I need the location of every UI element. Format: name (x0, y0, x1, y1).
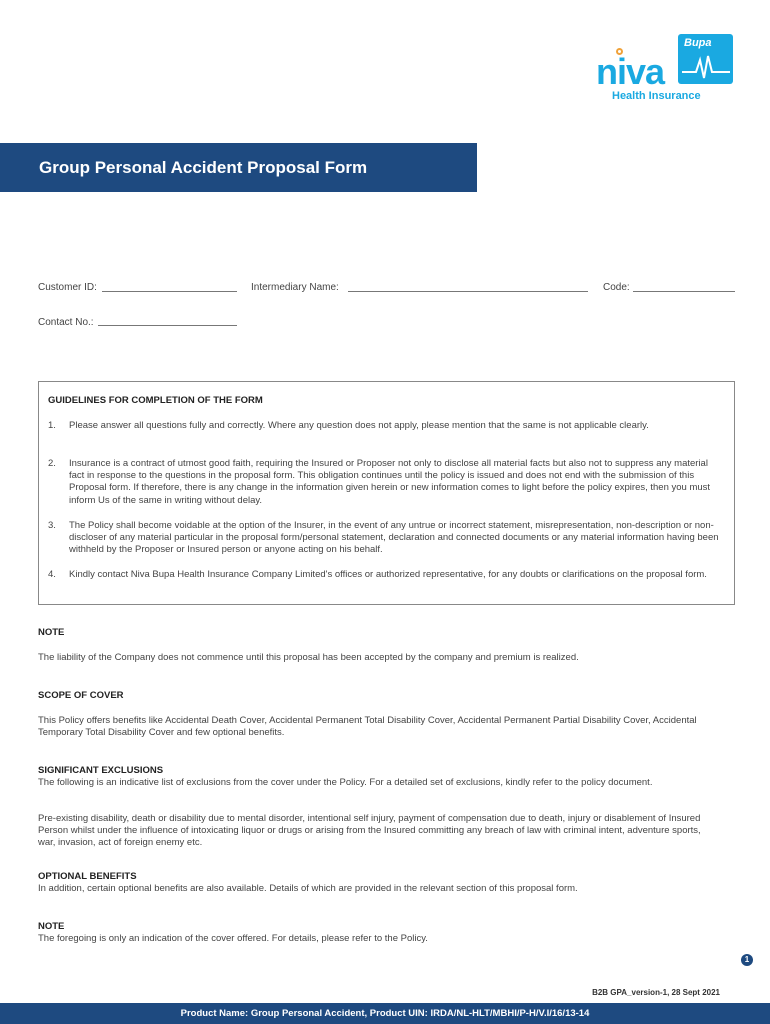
optional-heading: OPTIONAL BENEFITS (38, 871, 137, 882)
guideline-text: Insurance is a contract of utmost good faith, requiring the Insured or Proposer not only to disclose all material facts but also not to suppress any material fact in response to the questions in the proposal form. This obligation continues until the policy is issued and does not end with the submission of this Proposal form. If therefore, there is any change in the information given herein or new information comes to light before the policy expires, then you must inform Us of the same in writing without delay. (69, 458, 711, 506)
guideline-number: 1. (48, 420, 56, 431)
product-info: Product Name: Group Personal Accident, Product UIN: IRDA/NL-HLT/MBHI/P-H/V.I/16/13-14 (180, 1008, 590, 1019)
note-heading-2: NOTE (38, 921, 65, 932)
contact-no-field[interactable] (98, 325, 237, 326)
logo-badge (678, 34, 733, 84)
optional-text: In addition, certain optional benefits are also available. Details of which are provided in the relevant section of this proposal form. (38, 883, 578, 894)
guidelines-title: GUIDELINES FOR COMPLETION OF THE FORM (48, 395, 263, 406)
guideline-number: 3. (48, 520, 56, 531)
exclusions-text-2: Pre-existing disability, death or disability due to mental disorder, intentional self injury, payment of compensation due to death, injury or disablement of Insured Person whilst under the influence of intoxicating liquor or drugs or arising from the Insured committing any breach of law with criminal intent, adventure sports, war, invasion, act of foreign enemy etc. (38, 813, 701, 849)
logo-badge-text: Bupa (684, 37, 712, 49)
exclusions-text-1: The following is an indicative list of exclusions from the cover under the Policy. For a detailed set of exclusions, kindly refer to the policy document. (38, 777, 653, 788)
code-field[interactable] (633, 291, 735, 292)
customer-id-label: Customer ID: (38, 282, 97, 293)
guideline-number: 4. (48, 569, 56, 580)
exclusions-heading: SIGNIFICANT EXCLUSIONS (38, 765, 164, 776)
scope-heading: SCOPE OF COVER (38, 690, 124, 701)
contact-no-label: Contact No.: (38, 317, 94, 328)
company-logo (594, 34, 734, 104)
heartbeat-icon (682, 52, 730, 80)
scope-text: This Policy offers benefits like Accidental Death Cover, Accidental Permanent Total Disability Cover, Accidental Permanent Partial Disability Cover, Accidental Temporary Total Disability Cover and few optional benefits. (38, 715, 697, 739)
intermediary-name-label: Intermediary Name: (251, 282, 339, 293)
note-heading: NOTE (38, 627, 65, 638)
code-label: Code: (603, 282, 630, 293)
guideline-text: Please answer all questions fully and correctly. Where any question does not apply, please mention that the same is not applicable clearly. (69, 420, 649, 431)
customer-id-field[interactable] (102, 291, 237, 292)
note-text: The liability of the Company does not commence until this proposal has been accepted by the company and premium is realized. (38, 652, 579, 663)
note-text-2: The foregoing is only an indication of the cover offered. For details, please refer to the Policy. (38, 933, 428, 944)
intermediary-name-field[interactable] (348, 291, 588, 292)
page-title: Group Personal Accident Proposal Form (39, 158, 368, 177)
version-label: B2B GPA_version-1, 28 Sept 2021 (592, 988, 720, 997)
guideline-text: The Policy shall become voidable at the option of the Insurer, in the event of any untrue or incorrect statement, misrepresentation, non-description or non-discloser of any material particular in the proposal form/personal statement, declaration and connected documents or any material information having been withheld by the Proposer or Insured person or anyone acting on his behalf. (69, 520, 719, 556)
guideline-number: 2. (48, 458, 56, 469)
logo-brand: niva (596, 51, 665, 92)
logo-tagline: Health Insurance (612, 90, 701, 102)
guideline-text: Kindly contact Niva Bupa Health Insurance Company Limited's offices or authorized representative, for any doubts or clarifications on the proposal form. (69, 569, 707, 580)
page-number: 1 (741, 954, 753, 966)
